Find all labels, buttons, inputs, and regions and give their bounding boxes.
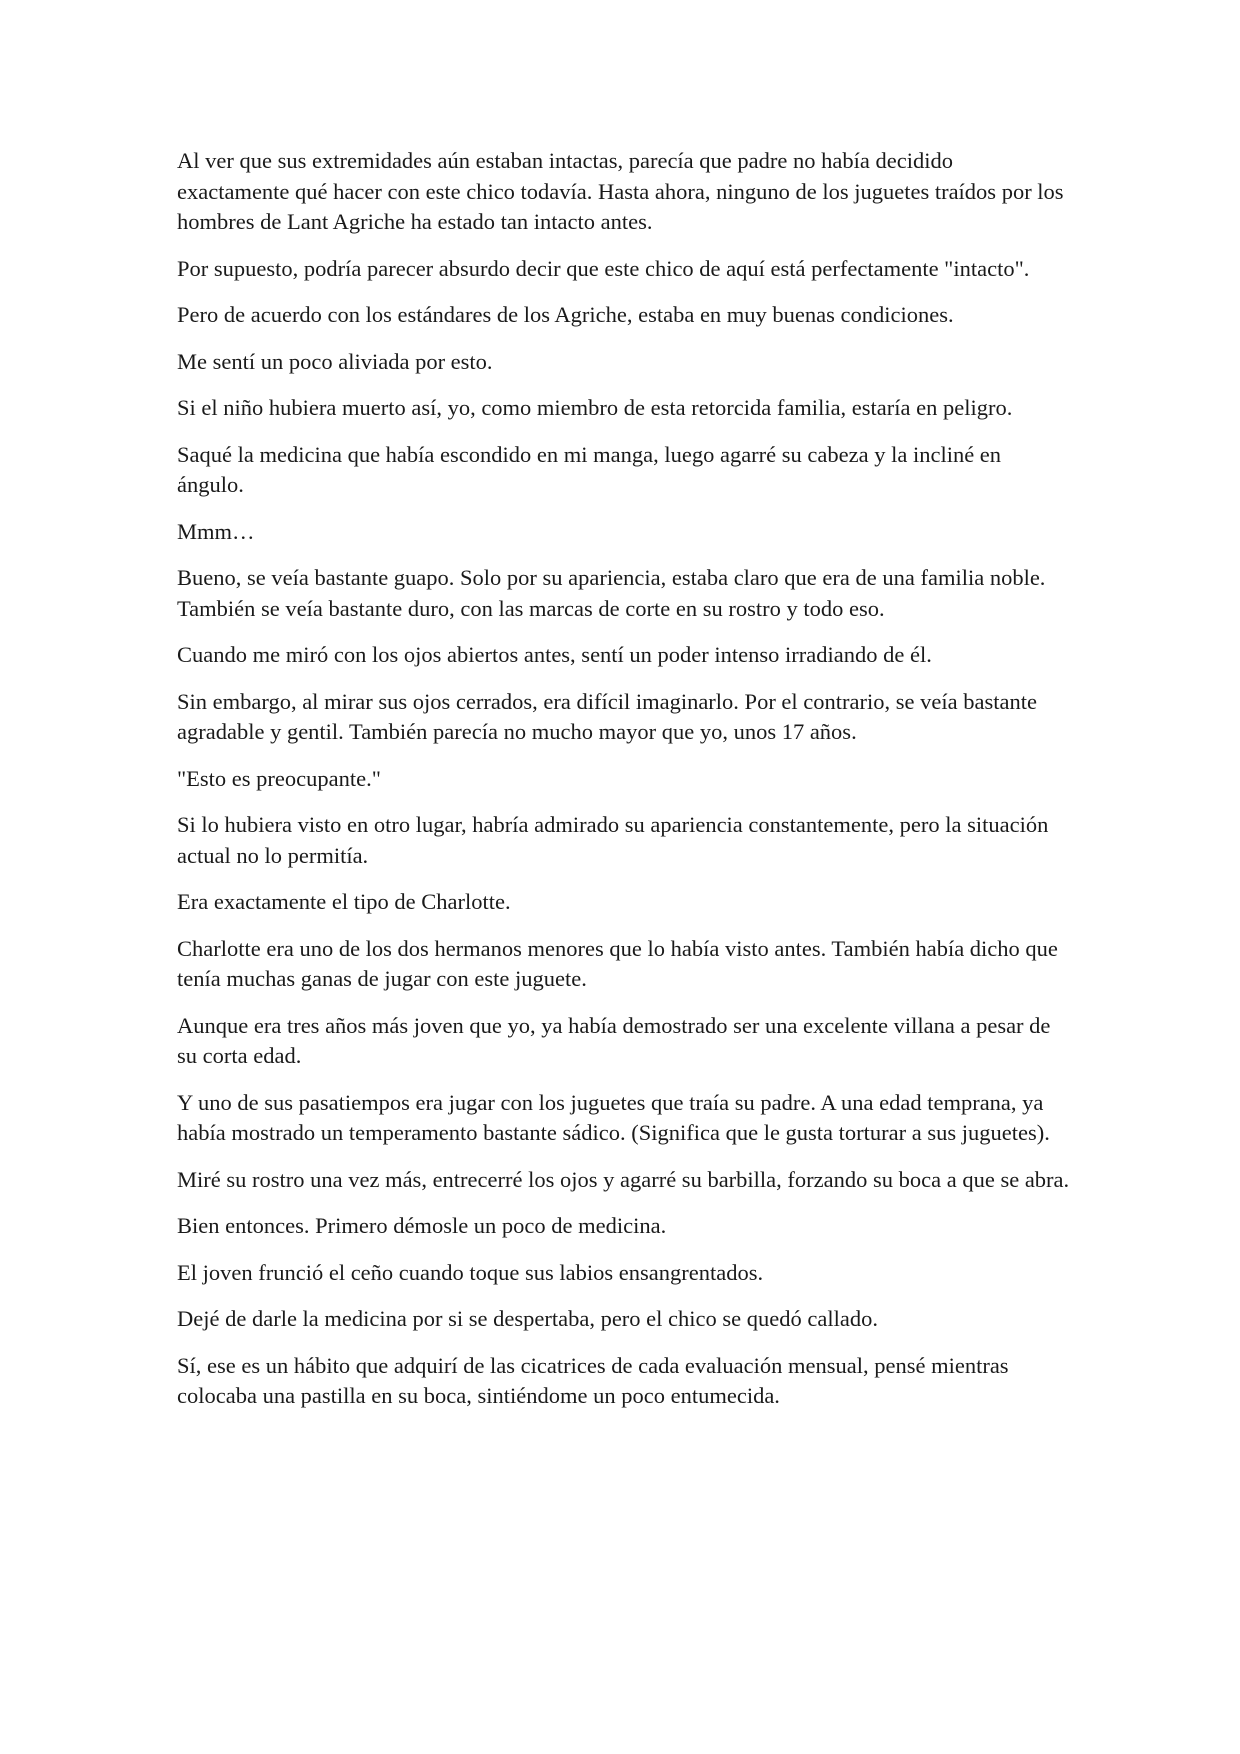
paragraph: Aunque era tres años más joven que yo, ya había demostrado ser una excelente villana a pesar de su corta edad. [177,1012,1051,1068]
paragraph: Miré su rostro una vez más, entrecerré los ojos y agarré su barbilla, forzando su boca a que se abra. [177,1166,1070,1192]
paragraph: Me sentí un poco aliviada por esto. [177,348,493,374]
paragraph: Por supuesto, podría parecer absurdo decir que este chico de aquí está perfectamente "intacto". [177,255,1030,281]
paragraph: Era exactamente el tipo de Charlotte. [177,889,511,914]
paragraph: Charlotte era uno de los dos hermanos menores que lo había visto antes. También había dicho que tenía muchas ganas de jugar con este juguete. [177,935,1058,991]
paragraph: Sí, ese es un hábito que adquirí de las cicatrices de cada evaluación mensual, pensé mientras colocaba una pastilla en su boca, sintiéndome un poco entumecida. [177,1352,1009,1408]
paragraph: Dejé de darle la medicina por si se despertaba, pero el chico se quedó callado. [177,1306,878,1331]
paragraph: Si el niño hubiera muerto así, yo, como miembro de esta retorcida familia, estaría en peligro. [177,395,1013,420]
paragraph: Sin embargo, al mirar sus ojos cerrados, era difícil imaginarlo. Por el contrario, se veía bastante agradable y gentil. También parecía no mucho mayor que yo, unos 17 años. [177,688,1037,744]
paragraph: Bien entonces. Primero démosle un poco de medicina. [177,1213,667,1238]
paragraph: "Esto es preocupante." [177,765,381,791]
paragraph: Pero de acuerdo con los estándares de los Agriche, estaba en muy buenas condiciones. [177,302,954,327]
paragraph: Al ver que sus extremidades aún estaban intactas, parecía que padre no había decidido exactamente qué hacer con este chico todavía. Hasta ahora, ninguno de los juguetes traídos por los hombres de Lant Agriche ha estado tan intacto antes. [177,148,1064,234]
document-body [177,146,1070,1412]
paragraph: Saqué la medicina que había escondido en mi manga, luego agarré su cabeza y la incliné en ángulo. [177,441,1002,497]
paragraph: Cuando me miró con los ojos abiertos antes, sentí un poder intenso irradiando de él. [177,642,932,667]
paragraph: Si lo hubiera visto en otro lugar, habría admirado su apariencia constantemente, pero la situación actual no lo permitía. [177,812,1049,868]
paragraph: Mmm… [177,518,255,544]
paragraph: El joven frunció el ceño cuando toque sus labios ensangrentados. [177,1259,764,1285]
paragraph: Bueno, se veía bastante guapo. Solo por su apariencia, estaba claro que era de una familia noble. También se veía bastante duro, con las marcas de corte en su rostro y todo eso. [177,565,1046,621]
paragraph: Y uno de sus pasatiempos era jugar con los juguetes que traía su padre. A una edad temprana, ya había mostrado un temperamento bastante sádico. (Significa que le gusta torturar a sus juguetes). [177,1089,1050,1145]
